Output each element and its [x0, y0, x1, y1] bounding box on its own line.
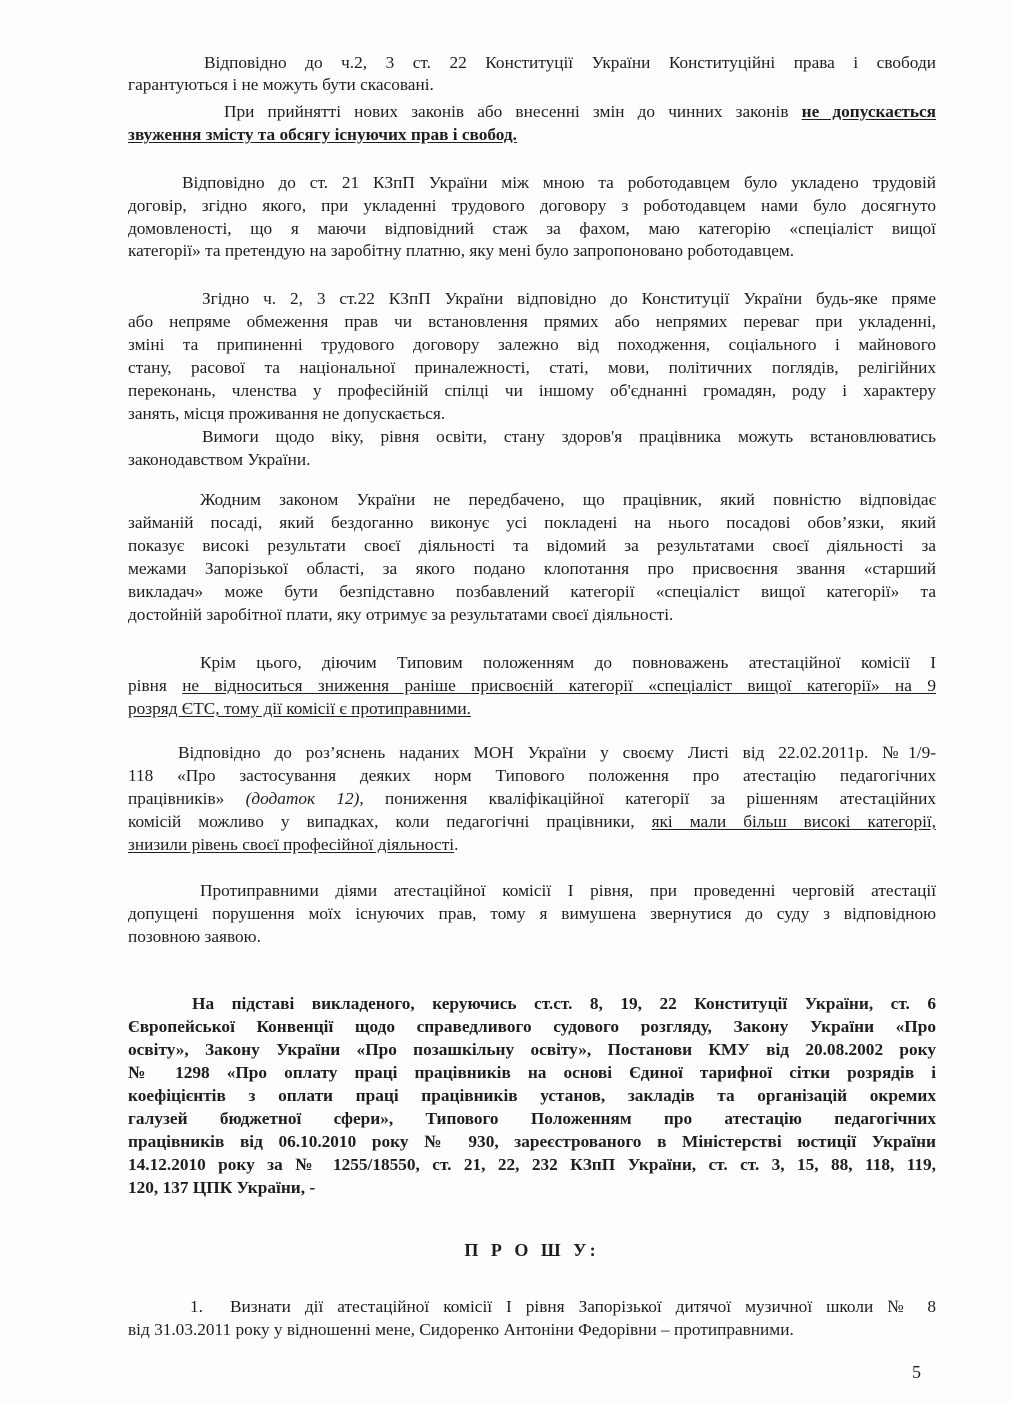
paragraph-discrimination-line-5: переконань, членства у професійній спілці чи іншому об'єднанні громадян, роду і характеру [128, 381, 936, 400]
paragraph-constitution-rights-line-2: гарантуються і не можуть бути скасовані. [128, 75, 434, 94]
page-number: 5 [912, 1362, 921, 1382]
paragraph-ministry-letter-line-3 [128, 788, 936, 810]
paragraph-ministry-letter-line-2: 118 «Про застосування деяких норм Типового положення про атестацію педагогічних [128, 766, 936, 785]
paragraph-labor-contract-line-4: категорії» та претендую на заробітну платню, яку мені було запропоновано роботодавцем. [128, 241, 795, 260]
paragraph-requirements-line-1: Вимоги щодо віку, рівня освіти, стану здоров'я працівника можуть встановлюватись [202, 427, 936, 446]
paragraph-ministry-letter-line-4 [128, 811, 936, 833]
paragraph-legal-basis-line-6: галузей бюджетної сфери», Типового Положенням про атестацію педагогічних [128, 1109, 936, 1128]
paragraph-ministry-letter-line-5 [128, 834, 936, 856]
paragraph-legal-basis-line-7: працівників від 06.10.2010 року № 930, зареєстрованого в Міністерстві юстиції України [128, 1132, 936, 1151]
paragraph-labor-contract-line-3: домовленості, що я маючи відповідний стаж за фахом, маю категорію «спеціаліст вищої [128, 219, 936, 238]
paragraph-constitution-rights-line-1: Відповідно до ч.2, 3 ст. 22 Конституції України Конституційні права і свободи [204, 53, 936, 72]
paragraph-legal-basis-line-5: коефіцієнтів з оплати праці працівників установ, закладів та організацій окремих [128, 1086, 936, 1105]
paragraph-discrimination-line-3: зміні та припиненні трудового договору залежно від походження, соціального і майнового [128, 335, 936, 354]
paragraph-legal-basis-line-3: освіту», Закону України «Про позашкільну освіту», Постанови КМУ від 20.08.2002 року [128, 1040, 936, 1059]
commission-powers-text: рівня [128, 676, 183, 695]
paragraph-labor-contract-line-2: договір, згідно якого, при укладенні трудового договору з роботодавцем нами було досягнуто [128, 196, 936, 215]
paragraph-no-law-line-2: займаній посаді, який бездоганно виконує усі покладені на нього посадові обов’язки, який [128, 513, 936, 532]
ministry-letter-emphasis-a: які мали більш високі категорії, [651, 812, 937, 831]
paragraph-no-law-line-5: викладач» може бути безпідставно позбавлений категорії «спеціаліст вищої категорії» та [128, 582, 936, 601]
paragraph-legal-basis-line-1: На підставі викладеного, керуючись ст.ст. 8, 19, 22 Конституції України, ст. 6 [192, 994, 936, 1013]
paragraph-no-law-line-3: показує високі результати своєї діяльності та відомий за результатами своєї діяльності за [128, 536, 936, 555]
request-heading: П Р О Ш У: [464, 1240, 600, 1260]
paragraph-legal-basis-line-8: 14.12.2010 року за № 1255/18550, ст. 21, 22, 232 КЗпП України, ст. ст. 3, 15, 88, 118, 119, [128, 1155, 936, 1174]
appendix-reference: (додаток 12) [245, 789, 360, 808]
paragraph-discrimination-line-4: стану, расової та національної приналежності, статі, мови, політичних поглядів, релігійних [128, 358, 936, 377]
paragraph-legal-basis-line-9: 120, 137 ЦПК України, - [128, 1178, 316, 1197]
new-laws-emphasis: не допускається [801, 102, 936, 121]
paragraph-commission-powers-line-1: Крім цього, діючим Типовим положенням до повноважень атестаційної комісії І [200, 653, 936, 672]
request-item-number: 1. [190, 1297, 203, 1316]
paragraph-discrimination-line-6: занять, місця проживання не допускається. [128, 404, 446, 423]
paragraph-legal-basis-line-2: Європейської Конвенції щодо справедливого судового розгляду, Закону України «Про [128, 1017, 936, 1036]
paragraph-violations-line-3: позовною заявою. [128, 927, 261, 946]
paragraph-no-law-line-6: достойній заробітної плати, яку отримує за результатами своєї діяльності. [128, 605, 674, 624]
ministry-letter-emphasis-b: знизили рівень своєї професійної діяльності [128, 835, 455, 854]
paragraph-violations-line-1: Протиправними діями атестаційної комісії І рівня, при проведенні черговій атестації [200, 881, 936, 900]
paragraph-requirements-line-2: законодавством України. [128, 450, 311, 469]
ministry-letter-text-c: комісій можливо у випадках, коли педагогічні працівники, [128, 812, 652, 831]
paragraph-new-laws-line-1 [128, 101, 936, 123]
paragraph-commission-powers-line-2 [128, 675, 936, 697]
paragraph-new-laws-line-2: звуження змісту та обсягу існуючих прав і свобод. [128, 125, 517, 144]
paragraph-ministry-letter-line-1: Відповідно до роз’яснень наданих МОН України у своєму Листі від 22.02.2011р. №1/9- [178, 743, 936, 762]
paragraph-no-law-line-1: Жодним законом України не передбачено, що працівник, який повністю відповідає [200, 490, 936, 509]
request-item-text: Визнати дії атестаційної комісії І рівня Запорізької дитячої музичної школи № 8 [230, 1297, 936, 1316]
ministry-letter-tail: . [454, 835, 459, 854]
ministry-letter-text-b: , пониження кваліфікаційної категорії за рішенням атестаційних [359, 789, 936, 808]
paragraph-commission-powers-line-3: розряд ЄТС, тому дії комісії є протиправними. [128, 699, 471, 718]
commission-powers-emphasis: не відноситься зниження раніше присвоєній категорії «спеціаліст вищої категорії» на 9 [182, 676, 937, 695]
request-item-1-line-1 [128, 1296, 936, 1318]
paragraph-legal-basis-line-4: № 1298 «Про оплату праці працівників на основі Єдиної тарифної сітки розрядів і [128, 1063, 936, 1082]
request-item-1-line-2: від 31.03.2011 року у відношенні мене, Сидоренко Антоніни Федорівни – протиправними. [128, 1320, 794, 1339]
ministry-letter-text-a: працівників» [128, 789, 246, 808]
paragraph-labor-contract-line-1: Відповідно до ст. 21 КЗпП України між мною та роботодавцем було укладено трудовій [182, 173, 936, 192]
paragraph-discrimination-line-2: або непряме обмеження прав чи встановлення прямих або непрямих переваг при укладенні, [128, 312, 936, 331]
paragraph-discrimination-line-1: Згідно ч. 2, 3 ст.22 КЗпП України відповідно до Конституції України будь-яке пряме [202, 289, 936, 308]
paragraph-no-law-line-4: межами Запорізької області, за якого подано клопотання про присвоєння звання «старший [128, 559, 936, 578]
new-laws-text: При прийнятті нових законів або внесенні змін до чинних законів [224, 102, 802, 121]
paragraph-violations-line-2: допущені порушення моїх існуючих прав, тому я вимушена звернутися до суду з відповідною [128, 904, 936, 923]
